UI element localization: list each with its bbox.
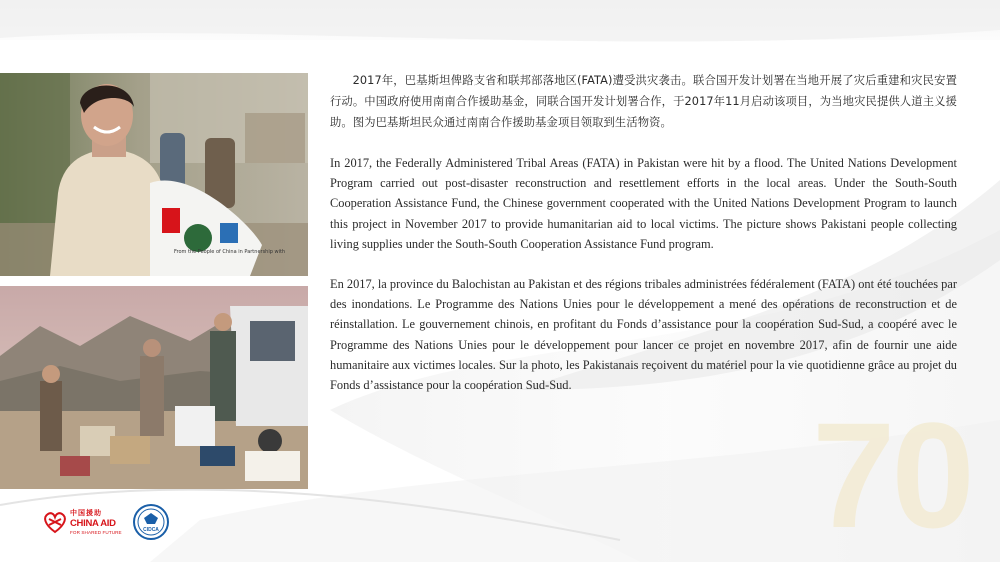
paragraph-chinese: 2017年，巴基斯坦俾路支省和联邦部落地区(FATA)遭受洪灾袭击。联合国开发计划署在当地开展了灾后重建和灾民安置行动。中国政府使用南南合作援助基金，同联合国开发计划署合作，于2017年11月启动该项目，为当地灾民提供人道主义援助。图为巴基斯坦民众通过南南合作援助基金项目领取到生活物资。 — [330, 74, 957, 129]
paragraph-english: In 2017, the Federally Administered Tribal Areas (FATA) in Pakistan were hit by a flood. The United Nations Development Program carried out post-disaster reconstruction and resettlement efforts in the local areas. Under the South-South Cooperation Assistance Fund, the Chinese government cooperated with the United Nations Development Program to launch this project in November 2017 to provide humanitarian aid to local victims. The picture shows Pakistani people collecting living supplies under the South-South Cooperation Assistance Fund program. — [330, 156, 957, 251]
photo-man-with-aid-sack — [0, 73, 308, 276]
text-column — [330, 70, 957, 395]
sack-label: From the People of China in Partnership with — [174, 249, 286, 255]
cidca-logo — [133, 504, 169, 540]
china-aid-tagline: FOR SHARED FUTURE — [70, 530, 122, 535]
china-aid-cn: 中国援助 — [70, 509, 102, 517]
photo-supply-distribution — [0, 286, 308, 489]
china-aid-en: CHINA AID — [70, 518, 116, 529]
page-number: 70 — [812, 391, 971, 559]
paragraph-french: En 2017, la province du Balochistan au Pakistan et des régions tribales administrées fédéralement (FATA) ont été touchées par des inondations. Le Programme des Nations Unies pour le développement a mené des opérations de reconstruction et de réinstallation. Le gouvernement chinois, en profitant du Fonds d’assistance pour la coopération Sud-Sud, a coopéré avec le Programme des Nations Unies pour le développement pour lancer ce projet en novembre 2017, afin de fournir une aide humanitaire aux victimes locales. Sur la photo, les Pakistanais reçoivent du matériel pour la vie quotidienne grâce au projet du Fonds d’assistance pour la coopération Sud-Sud. — [330, 277, 957, 393]
china-aid-heart-icon — [42, 509, 68, 535]
cidca-abbr: CIDCA — [143, 527, 159, 533]
china-aid-logo — [42, 506, 126, 540]
